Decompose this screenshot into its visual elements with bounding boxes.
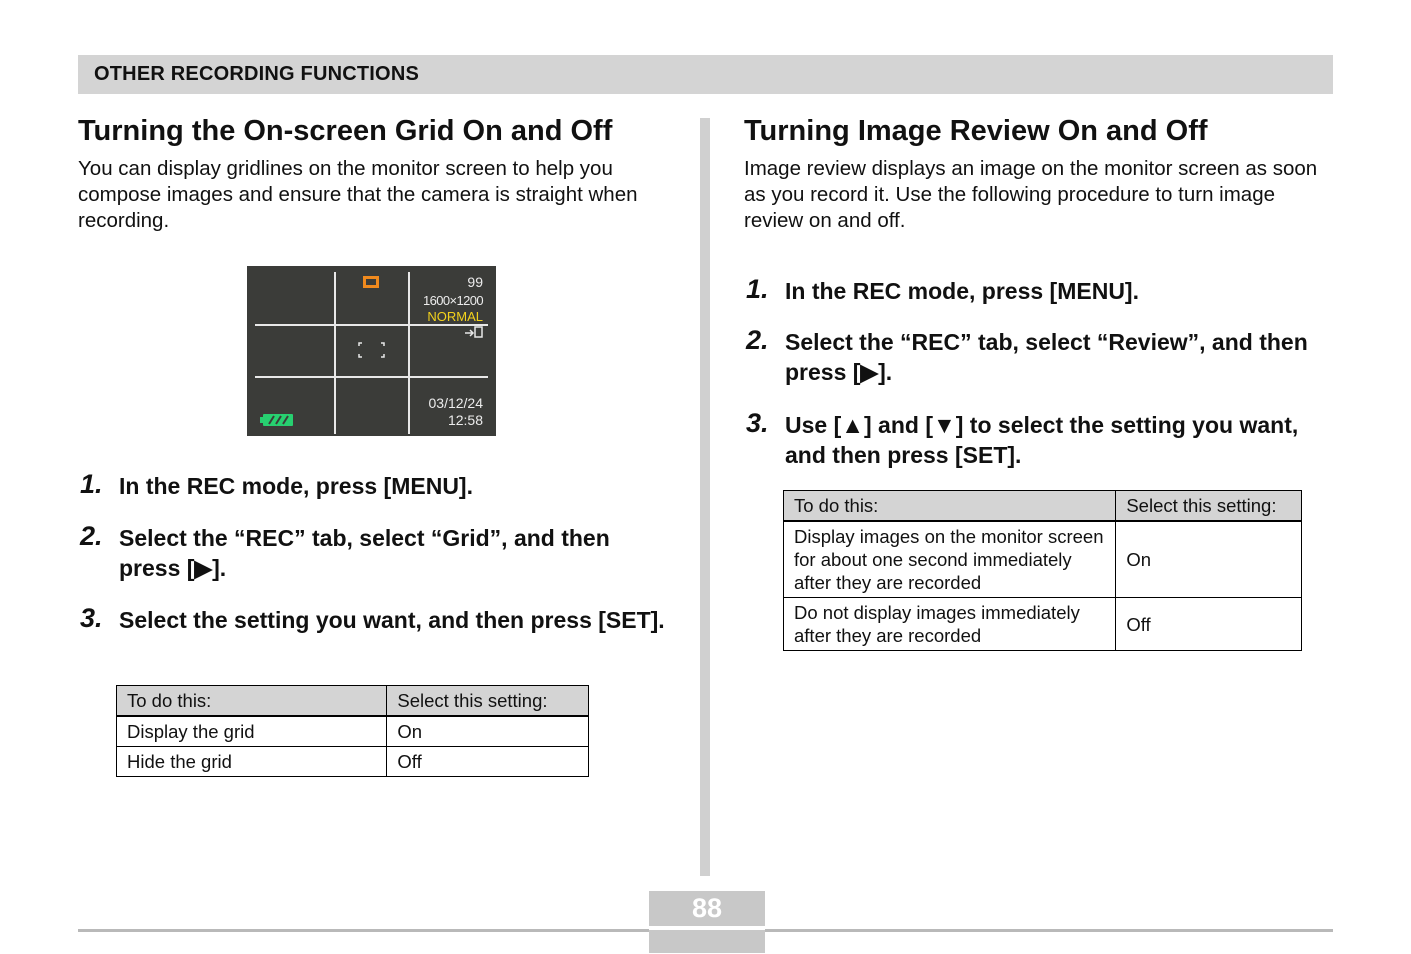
table-header-cell: Select this setting:: [387, 686, 589, 717]
table-cell: Display images on the monitor screen for about one second immediately after they are recorded: [784, 521, 1116, 598]
left-step-2: [80, 521, 670, 583]
step-text: Select the “REC” tab, select “Review”, and then press [▶].: [785, 329, 1308, 385]
rec-mode-icon: [363, 276, 379, 288]
step-number: 3.: [746, 408, 769, 438]
step-number: 1.: [80, 469, 103, 499]
table-cell: Off: [1116, 598, 1302, 651]
right-settings-table: [783, 490, 1302, 651]
right-heading: Turning Image Review On and Off: [744, 115, 1208, 147]
left-step-1: [80, 469, 670, 502]
table-cell: On: [387, 716, 589, 747]
section-title: OTHER RECORDING FUNCTIONS: [94, 63, 419, 85]
section-header: [78, 55, 1333, 94]
right-intro: Image review displays an image on the monitor screen as soon as you record it. Use the following procedure to turn image review on and off.: [744, 157, 1318, 232]
left-heading: Turning the On-screen Grid On and Off: [78, 115, 613, 147]
left-settings-table: [116, 685, 589, 777]
table-row: [784, 598, 1302, 651]
table-row: [117, 747, 589, 777]
table-header-row: [784, 491, 1302, 522]
time-label: 12:58: [447, 412, 483, 428]
table-row: [117, 716, 589, 747]
table-header-row: [117, 686, 589, 717]
battery-icon: [260, 414, 293, 426]
table-cell: Hide the grid: [117, 747, 387, 777]
step-text: Select the “REC” tab, select “Grid”, and then press [▶].: [119, 525, 610, 581]
image-size: 1600×1200: [422, 293, 483, 308]
storage-icon: [465, 327, 482, 337]
table-header-cell: To do this:: [117, 686, 387, 717]
right-step-2: [746, 325, 1316, 387]
step-text: In the REC mode, press [MENU].: [785, 278, 1139, 304]
table-cell: Off: [387, 747, 589, 777]
step-text: In the REC mode, press [MENU].: [119, 473, 473, 499]
quality-label: NORMAL: [427, 309, 483, 324]
date-label: 03/12/24: [428, 395, 483, 411]
focus-frame-icon: [359, 343, 384, 357]
page-number-box: [649, 891, 765, 953]
page-box-gap: [649, 926, 765, 930]
step-text: Select the setting you want, and then press [SET].: [119, 607, 665, 633]
step-number: 2.: [746, 325, 769, 355]
shots-remaining: 99: [467, 274, 483, 290]
right-step-3: [746, 408, 1316, 470]
page-number: 88: [691, 893, 723, 923]
table-header-cell: Select this setting:: [1116, 491, 1302, 522]
right-column: [744, 112, 1324, 234]
table-cell: On: [1116, 521, 1302, 598]
step-number: 2.: [80, 521, 103, 551]
right-step-1: [746, 274, 1316, 307]
step-text: Use [▲] and [▼] to select the setting you want, and then press [SET].: [785, 412, 1299, 468]
left-column: [78, 112, 678, 234]
left-step-3: [80, 603, 670, 636]
column-divider: [700, 118, 710, 876]
left-intro: You can display gridlines on the monitor screen to help you compose images and ensure that the camera is straight when recording.: [78, 157, 638, 232]
table-cell: Do not display images immediately after they are recorded: [784, 598, 1116, 651]
table-header-cell: To do this:: [784, 491, 1116, 522]
table-row: [784, 521, 1302, 598]
table-cell: Display the grid: [117, 716, 387, 747]
step-number: 3.: [80, 603, 103, 633]
camera-monitor-screen: [247, 266, 496, 436]
step-number: 1.: [746, 274, 769, 304]
